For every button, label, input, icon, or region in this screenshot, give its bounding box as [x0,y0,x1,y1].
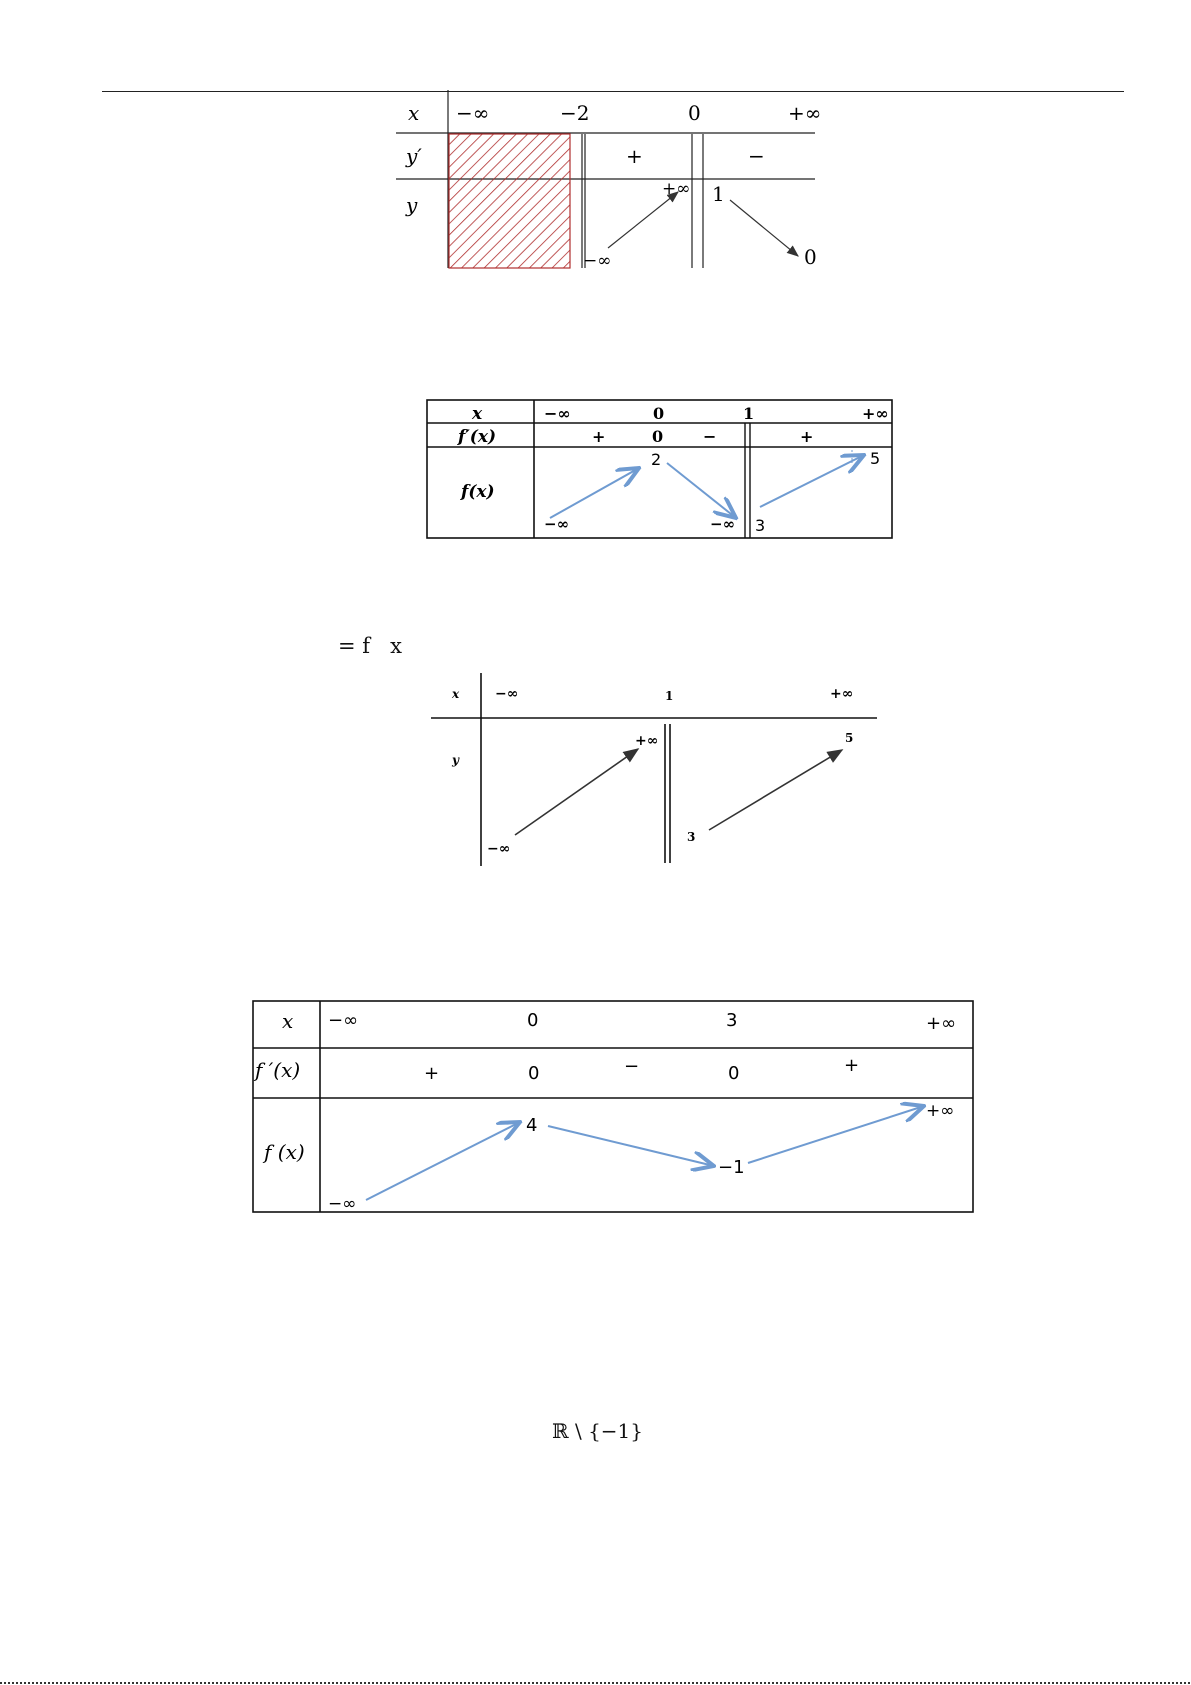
t1-x-pos-inf: +∞ [788,101,822,125]
t2-x-zero: 0 [653,404,665,423]
t2-val-neg-inf-left: −∞ [544,515,570,533]
domain-formula: ℝ \ {−1} [552,1419,644,1443]
t2-val-2: 2 [651,450,662,469]
t2-arrow-down [667,463,736,518]
t1-val-right-top: 1 [712,182,725,206]
t4-sign-zero-2: 0 [728,1063,740,1084]
t1-arrow-down [730,200,798,256]
t2-sign-plus: + [592,427,606,446]
t4-arrow-up-2 [748,1106,924,1163]
t4-label-x: x [282,1009,294,1033]
t3-x-pos-inf: +∞ [830,686,854,702]
t4-x-zero: 0 [527,1010,539,1031]
t4-sign-minus: − [624,1056,640,1077]
t4-sign-plus-2: + [844,1055,860,1076]
t4-arrow-down [548,1126,714,1166]
t1-x-neg2: −2 [560,101,590,125]
t4-x-neg-inf: −∞ [328,1010,359,1031]
t2-sign-plus-2: + [800,427,814,446]
t1-label-x: x [408,101,420,125]
t4-x-three: 3 [726,1010,738,1031]
t3-label-x: x [452,687,460,701]
t2-sign-zero: 0 [652,427,664,446]
t1-val-left-top: +∞ [662,179,691,199]
t2-arrow-up-1 [550,468,639,518]
t3-x-neg-inf: −∞ [495,686,519,702]
t1-val-right-bottom: 0 [804,245,817,269]
t3-val-pos-inf: +∞ [635,733,659,749]
t2-arrow-up-2 [760,455,864,507]
t3-val-5: 5 [845,731,854,745]
t4-x-pos-inf: +∞ [926,1013,957,1034]
t2-val-3: 3 [755,516,766,535]
footer-dotted-rule [0,1682,1191,1684]
t2-val-5: 5 [870,449,881,468]
t2-label-fprime: f′(x) [458,427,497,447]
t2-val-neg-inf-mid: −∞ [710,515,736,533]
t2-label-f: f(x) [461,482,495,502]
t1-sign-minus: − [748,144,765,168]
t1-val-left-bottom: −∞ [583,251,612,271]
t1-label-y: y [406,193,418,217]
t3-x-one: 1 [665,689,674,703]
variation-table-2 [420,395,900,543]
t1-sign-plus: + [626,144,643,168]
formula-y-equals-f-x: = f x [338,634,402,658]
variation-table-4 [248,995,978,1220]
t3-arrow-left [515,749,638,835]
t1-hatched-region [449,134,570,268]
t2-sign-minus: − [703,427,717,446]
t1-x-neg-inf: −∞ [456,101,490,125]
t2-label-x: x [472,404,483,424]
t1-x-zero: 0 [688,101,701,125]
t1-arrow-up [608,192,678,248]
t4-val-neg-inf: −∞ [328,1194,357,1214]
t4-val-pos-inf: +∞ [926,1101,955,1121]
t4-sign-zero-1: 0 [528,1063,540,1084]
t3-arrow-right [709,750,842,830]
t2-x-pos-inf: +∞ [862,404,889,423]
t3-val-3: 3 [687,830,696,844]
t4-label-f: f (x) [264,1140,305,1164]
t2-x-neg-inf: −∞ [544,404,571,423]
t1-label-yprime: y′ [406,144,422,168]
t4-label-fprime: f ′(x) [255,1058,301,1082]
variation-table-3 [425,668,885,873]
variation-table-1 [390,90,830,275]
t2-x-one: 1 [743,404,755,423]
t4-val-neg1: −1 [718,1157,745,1178]
t4-arrow-up-1 [366,1122,520,1200]
t4-sign-plus-1: + [424,1063,440,1084]
t3-label-y: y [452,753,459,767]
t3-val-neg-inf: −∞ [487,841,511,857]
t4-val-4: 4 [526,1115,538,1136]
